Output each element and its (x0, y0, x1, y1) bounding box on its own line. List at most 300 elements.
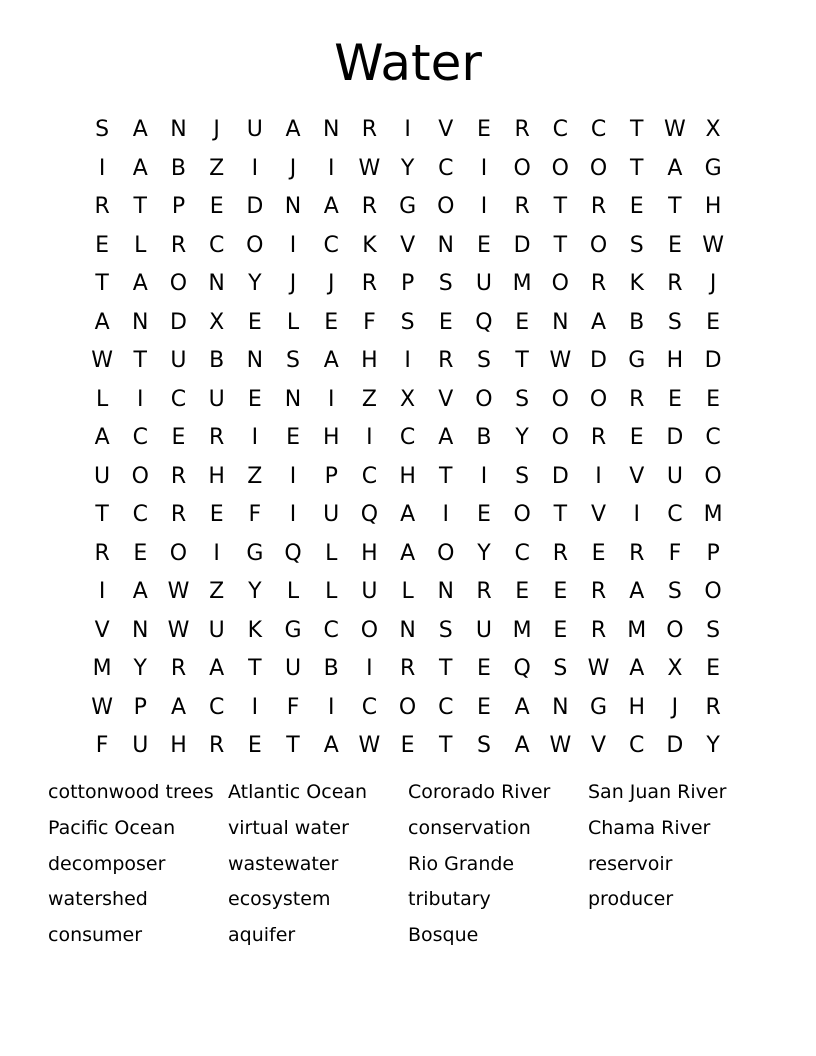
grid-letter: O (131, 463, 149, 489)
grid-letter: O (513, 155, 531, 181)
grid-letter: I (404, 348, 411, 373)
grid-letter: I (98, 579, 106, 604)
word-list-item: consumer (48, 924, 143, 947)
grid-letter: R (209, 425, 225, 450)
grid-letter: A (323, 348, 339, 373)
grid-letter: H (208, 463, 225, 489)
grid-letter: I (366, 656, 373, 681)
grid-letter: R (361, 194, 378, 219)
grid-letter: I (633, 502, 640, 527)
grid-letter: T (95, 502, 109, 527)
grid-letter: A (170, 694, 186, 720)
grid-letter: O (513, 502, 531, 527)
grid-letter: R (705, 694, 721, 720)
word-list-item: conservation (408, 816, 531, 839)
grid-letter: K (629, 271, 644, 296)
grid-letter: V (591, 502, 607, 527)
word-list-item: wastewater (228, 852, 339, 875)
grid-letter: D (666, 425, 684, 450)
word-list-item: Chama River (588, 816, 711, 839)
grid-letter: E (706, 309, 721, 335)
grid-letter: R (590, 425, 607, 450)
grid-letter: E (553, 617, 568, 643)
page-title: Water (334, 34, 482, 92)
grid-letter: Z (247, 463, 263, 489)
grid-letter: V (629, 463, 645, 489)
grid-letter: U (246, 117, 263, 142)
grid-letter: T (553, 232, 568, 258)
grid-letter: E (324, 309, 339, 335)
grid-letter: Y (400, 155, 415, 181)
grid-letter: U (323, 502, 340, 527)
grid-letter: F (668, 540, 682, 566)
grid-letter: J (289, 155, 297, 181)
grid-letter: A (438, 425, 454, 450)
grid-letter: R (170, 463, 187, 489)
grid-letter: N (170, 117, 187, 142)
grid-letter: R (629, 540, 645, 566)
grid-letter: H (361, 348, 378, 373)
word-list-item: virtual water (228, 816, 349, 839)
grid-letter: R (170, 232, 187, 258)
grid-letter: O (666, 617, 684, 643)
grid-letter: U (475, 271, 493, 296)
grid-letter: C (590, 117, 607, 142)
grid-letter: N (552, 694, 569, 720)
grid-letter: I (327, 694, 335, 720)
grid-letter: D (246, 194, 264, 219)
grid-letter: S (515, 386, 530, 412)
grid-letter: R (361, 271, 378, 296)
grid-letter: A (94, 425, 110, 450)
grid-letter: M (92, 656, 112, 681)
grid-letter: B (323, 656, 339, 681)
grid-letter: E (667, 232, 682, 258)
grid-letter: H (628, 694, 645, 720)
grid-letter: O (475, 386, 493, 412)
word-list-item: ecosystem (228, 888, 331, 911)
grid-letter: U (361, 579, 378, 604)
grid-letter: H (361, 540, 378, 566)
grid-letter: A (591, 309, 607, 335)
grid-letter: J (671, 694, 679, 720)
grid-letter: A (629, 656, 645, 681)
grid-letter: W (587, 656, 610, 681)
grid-letter: R (361, 117, 378, 142)
grid-letter: M (627, 617, 647, 643)
grid-letter: E (95, 232, 110, 258)
grid-letter: C (399, 425, 416, 450)
grid-letter: E (247, 309, 262, 335)
grid-letter: C (438, 694, 454, 720)
grid-letter: O (437, 194, 455, 219)
grid-letter: D (513, 232, 531, 258)
grid-letter: A (132, 271, 148, 296)
grid-letter: G (284, 617, 302, 643)
grid-letter: R (667, 271, 683, 296)
grid-letter: O (246, 232, 264, 258)
grid-letter: S (553, 656, 568, 681)
grid-letter: P (400, 271, 415, 296)
grid-letter: O (398, 694, 417, 720)
grid-letter: L (134, 232, 147, 258)
grid-letter: R (94, 194, 110, 219)
grid-letter: N (208, 271, 225, 296)
grid-letter: A (629, 579, 645, 604)
grid-letter: N (132, 309, 149, 335)
grid-letter: A (514, 694, 530, 720)
grid-letter: R (94, 540, 110, 566)
word-list-item: aquifer (228, 924, 296, 947)
grid-letter: I (251, 425, 259, 450)
grid-letter: T (515, 348, 529, 373)
grid-letter: G (399, 194, 417, 219)
grid-letter: O (589, 232, 608, 258)
grid-letter: A (132, 117, 148, 142)
grid-letter: B (170, 155, 187, 181)
grid-letter: I (213, 540, 220, 566)
grid-letter: B (629, 309, 645, 335)
grid-letter: L (401, 579, 414, 604)
grid-letter: Y (133, 656, 147, 681)
grid-letter: A (667, 155, 683, 181)
grid-letter: B (209, 348, 225, 373)
grid-letter: A (400, 540, 416, 566)
grid-letter: E (209, 502, 224, 527)
grid-letter: H (704, 194, 722, 219)
grid-letter: I (289, 463, 297, 489)
grid-letter: W (91, 348, 113, 373)
grid-letter: I (595, 463, 602, 489)
grid-letter: V (438, 117, 454, 142)
grid-letter: C (208, 232, 225, 258)
word-list-item: Bosque (408, 924, 479, 947)
grid-letter: O (551, 386, 569, 412)
grid-letter: O (551, 271, 569, 296)
grid-letter: T (286, 733, 300, 758)
grid-letter: C (361, 694, 378, 720)
grid-letter: C (208, 694, 225, 720)
grid-letter: M (512, 271, 532, 296)
grid-letter: C (132, 502, 148, 527)
grid-letter: H (170, 733, 187, 758)
grid-letter: A (323, 194, 339, 219)
grid-letter: P (706, 540, 720, 566)
grid-letter: E (515, 579, 530, 604)
grid-letter: P (171, 194, 186, 219)
grid-letter: T (248, 656, 262, 681)
grid-letter: E (477, 117, 491, 142)
grid-letter: A (94, 309, 110, 335)
grid-letter: R (514, 117, 530, 142)
grid-letter: E (247, 386, 262, 412)
grid-letter: J (289, 271, 297, 296)
grid-letter: S (476, 733, 491, 758)
word-list-item: reservoir (588, 852, 673, 875)
grid-letter: S (438, 617, 453, 643)
grid-letter: Q (284, 540, 302, 566)
grid-letter: N (132, 617, 149, 643)
grid-letter: F (286, 694, 300, 720)
word-list-item: Atlantic Ocean (228, 781, 368, 803)
grid-letter: U (208, 617, 225, 643)
word-list-item: tributary (408, 888, 491, 911)
word-list-item: Rio Grande (408, 852, 515, 875)
grid-letter: T (95, 271, 109, 296)
grid-letter: O (551, 155, 569, 181)
grid-letter: E (477, 656, 491, 681)
grid-letter: R (476, 579, 492, 604)
grid-letter: U (666, 463, 683, 489)
grid-letter: V (591, 733, 607, 758)
grid-letter: N (284, 194, 302, 219)
grid-letter: I (480, 194, 488, 219)
grid-letter: X (209, 309, 225, 335)
grid-letter: M (703, 502, 723, 527)
grid-letter: F (95, 733, 109, 758)
grid-letter: Q (475, 309, 493, 335)
grid-letter: T (553, 502, 568, 527)
grid-letter: E (591, 540, 606, 566)
grid-letter: U (94, 463, 111, 489)
grid-letter: R (590, 271, 607, 296)
grid-letter: W (358, 733, 381, 758)
grid-letter: L (286, 309, 300, 335)
grid-letter: K (362, 232, 377, 258)
grid-letter: C (170, 386, 187, 412)
grid-letter: E (629, 425, 644, 450)
grid-letter: P (324, 463, 338, 489)
grid-letter: S (667, 579, 682, 604)
grid-letter: O (704, 463, 722, 489)
grid-letter: W (549, 348, 572, 373)
grid-letter: W (702, 232, 724, 258)
grid-letter: E (209, 194, 224, 219)
grid-letter: D (666, 733, 684, 758)
grid-letter: L (325, 579, 338, 604)
grid-letter: I (480, 463, 488, 489)
grid-letter: G (704, 155, 722, 181)
grid-letter: A (514, 733, 530, 758)
grid-letter: U (170, 348, 187, 373)
grid-letter: N (552, 309, 569, 335)
grid-letter: U (284, 656, 302, 681)
grid-letter: E (477, 694, 491, 720)
grid-letter: S (95, 117, 110, 142)
grid-letter: X (400, 386, 416, 412)
grid-letter: O (704, 579, 722, 604)
grid-letter: E (515, 309, 530, 335)
grid-letter: S (476, 348, 491, 373)
word-list-item: San Juan River (588, 781, 727, 803)
grid-letter: E (706, 656, 721, 681)
grid-letter: L (95, 386, 109, 412)
grid-letter: D (590, 348, 607, 373)
grid-letter: E (171, 425, 186, 450)
grid-letter: R (209, 733, 225, 758)
grid-letter: Q (360, 502, 379, 527)
grid-letter: H (399, 463, 416, 489)
grid-letter: T (439, 733, 453, 758)
grid-letter: W (664, 117, 686, 142)
grid-letter: R (514, 194, 530, 219)
grid-letter: C (132, 425, 148, 450)
grid-letter: F (363, 309, 376, 335)
grid-letter: T (439, 463, 453, 489)
word-list-item: producer (588, 888, 674, 911)
grid-letter: R (629, 386, 645, 412)
grid-letter: I (289, 232, 297, 258)
grid-letter: A (400, 502, 416, 527)
grid-letter: E (477, 232, 491, 258)
grid-letter: W (167, 617, 190, 643)
grid-letter: R (590, 617, 607, 643)
grid-letter: I (480, 155, 488, 181)
word-list-item: Pacific Ocean (48, 816, 176, 839)
grid-letter: O (360, 617, 379, 643)
grid-letter: S (667, 309, 682, 335)
word-list-item: cottonwood trees (48, 781, 214, 803)
grid-letter: X (705, 117, 721, 142)
grid-letter: E (400, 733, 415, 758)
grid-letter: U (208, 386, 225, 412)
grid-letter: J (327, 271, 335, 296)
grid-letter: E (477, 502, 491, 527)
grid-letter: R (552, 540, 568, 566)
grid-letter: T (133, 348, 147, 373)
grid-letter: A (132, 579, 148, 604)
grid-letter: P (133, 694, 147, 720)
grid-letter: R (399, 656, 416, 681)
grid-letter: J (213, 117, 220, 142)
grid-letter: C (629, 733, 645, 758)
grid-letter: E (667, 386, 682, 412)
grid-letter: D (704, 348, 722, 373)
grid-letter: V (94, 617, 110, 643)
grid-letter: E (438, 309, 453, 335)
grid-letter: G (590, 694, 608, 720)
grid-letter: E (286, 425, 300, 450)
grid-letter: W (358, 155, 381, 181)
grid-letter: W (91, 694, 113, 720)
grid-letter: H (322, 425, 340, 450)
grid-letter: O (589, 155, 608, 181)
grid-letter: E (629, 194, 644, 219)
grid-letter: N (437, 579, 455, 604)
grid-letter: G (246, 540, 264, 566)
grid-letter: O (169, 540, 188, 566)
grid-letter: R (590, 194, 607, 219)
grid-letter: H (666, 348, 684, 373)
grid-letter: O (169, 271, 188, 296)
grid-letter: R (170, 502, 187, 527)
grid-letter: Y (515, 425, 529, 450)
grid-letter: C (514, 540, 530, 566)
grid-letter: N (399, 617, 416, 643)
grid-letter: T (629, 155, 644, 181)
grid-letter: B (476, 425, 492, 450)
grid-letter: S (706, 617, 721, 643)
grid-letter: W (549, 733, 572, 758)
grid-letter: Y (706, 733, 720, 758)
grid-letter: C (323, 232, 339, 258)
grid-letter: S (400, 309, 415, 335)
grid-letter: A (285, 117, 301, 142)
grid-letter: T (439, 656, 453, 681)
grid-letter: L (325, 540, 338, 566)
grid-letter: S (629, 232, 644, 258)
grid-letter: C (705, 425, 721, 450)
grid-letter: I (289, 502, 297, 527)
grid-letter: E (247, 733, 262, 758)
grid-letter: D (551, 463, 569, 489)
grid-letter: T (553, 194, 568, 219)
grid-letter: Z (361, 386, 377, 412)
grid-letter: O (437, 540, 455, 566)
grid-letter: G (628, 348, 646, 373)
grid-letter: M (512, 617, 532, 643)
grid-letter: I (404, 117, 411, 142)
word-list-item: Cororado River (408, 781, 551, 803)
grid-letter: I (327, 386, 335, 412)
grid-letter: X (667, 656, 683, 681)
grid-letter: L (286, 579, 300, 604)
letter-grid (83, 111, 732, 766)
grid-letter: V (400, 232, 416, 258)
grid-letter: I (366, 425, 373, 450)
grid-letter: I (137, 386, 144, 412)
grid-letter: A (132, 155, 148, 181)
grid-letter: R (170, 656, 187, 681)
grid-letter: Y (248, 271, 262, 296)
grid-letter: R (590, 579, 607, 604)
grid-letter: S (515, 463, 530, 489)
grid-letter: T (668, 194, 682, 219)
grid-letter: I (251, 155, 259, 181)
word-list-item: watershed (48, 888, 148, 911)
grid-letter: E (553, 579, 568, 604)
grid-letter: O (551, 425, 569, 450)
grid-letter: I (251, 694, 259, 720)
grid-letter: A (323, 733, 339, 758)
grid-letter: U (132, 733, 149, 758)
grid-letter: N (322, 117, 340, 142)
grid-letter: K (247, 617, 263, 643)
grid-letter: V (438, 386, 454, 412)
grid-letter: E (706, 386, 721, 412)
grid-letter: E (133, 540, 148, 566)
grid-letter: F (248, 502, 262, 527)
grid-letter: J (709, 271, 717, 296)
word-list-item: decomposer (48, 852, 166, 875)
grid-letter: W (167, 579, 190, 604)
grid-letter: N (284, 386, 302, 412)
grid-letter: D (169, 309, 187, 335)
grid-letter: C (552, 117, 569, 142)
grid-letter: U (475, 617, 493, 643)
grid-letter: O (589, 386, 608, 412)
grid-letter: T (133, 194, 147, 219)
grid-letter: I (327, 155, 335, 181)
grid-letter: Z (209, 579, 225, 604)
grid-letter: C (667, 502, 683, 527)
grid-letter: A (209, 656, 225, 681)
grid-letter: Q (513, 656, 531, 681)
grid-letter: R (438, 348, 454, 373)
grid-letter: Y (248, 579, 262, 604)
grid-letter: I (442, 502, 450, 527)
word-list (48, 775, 768, 954)
